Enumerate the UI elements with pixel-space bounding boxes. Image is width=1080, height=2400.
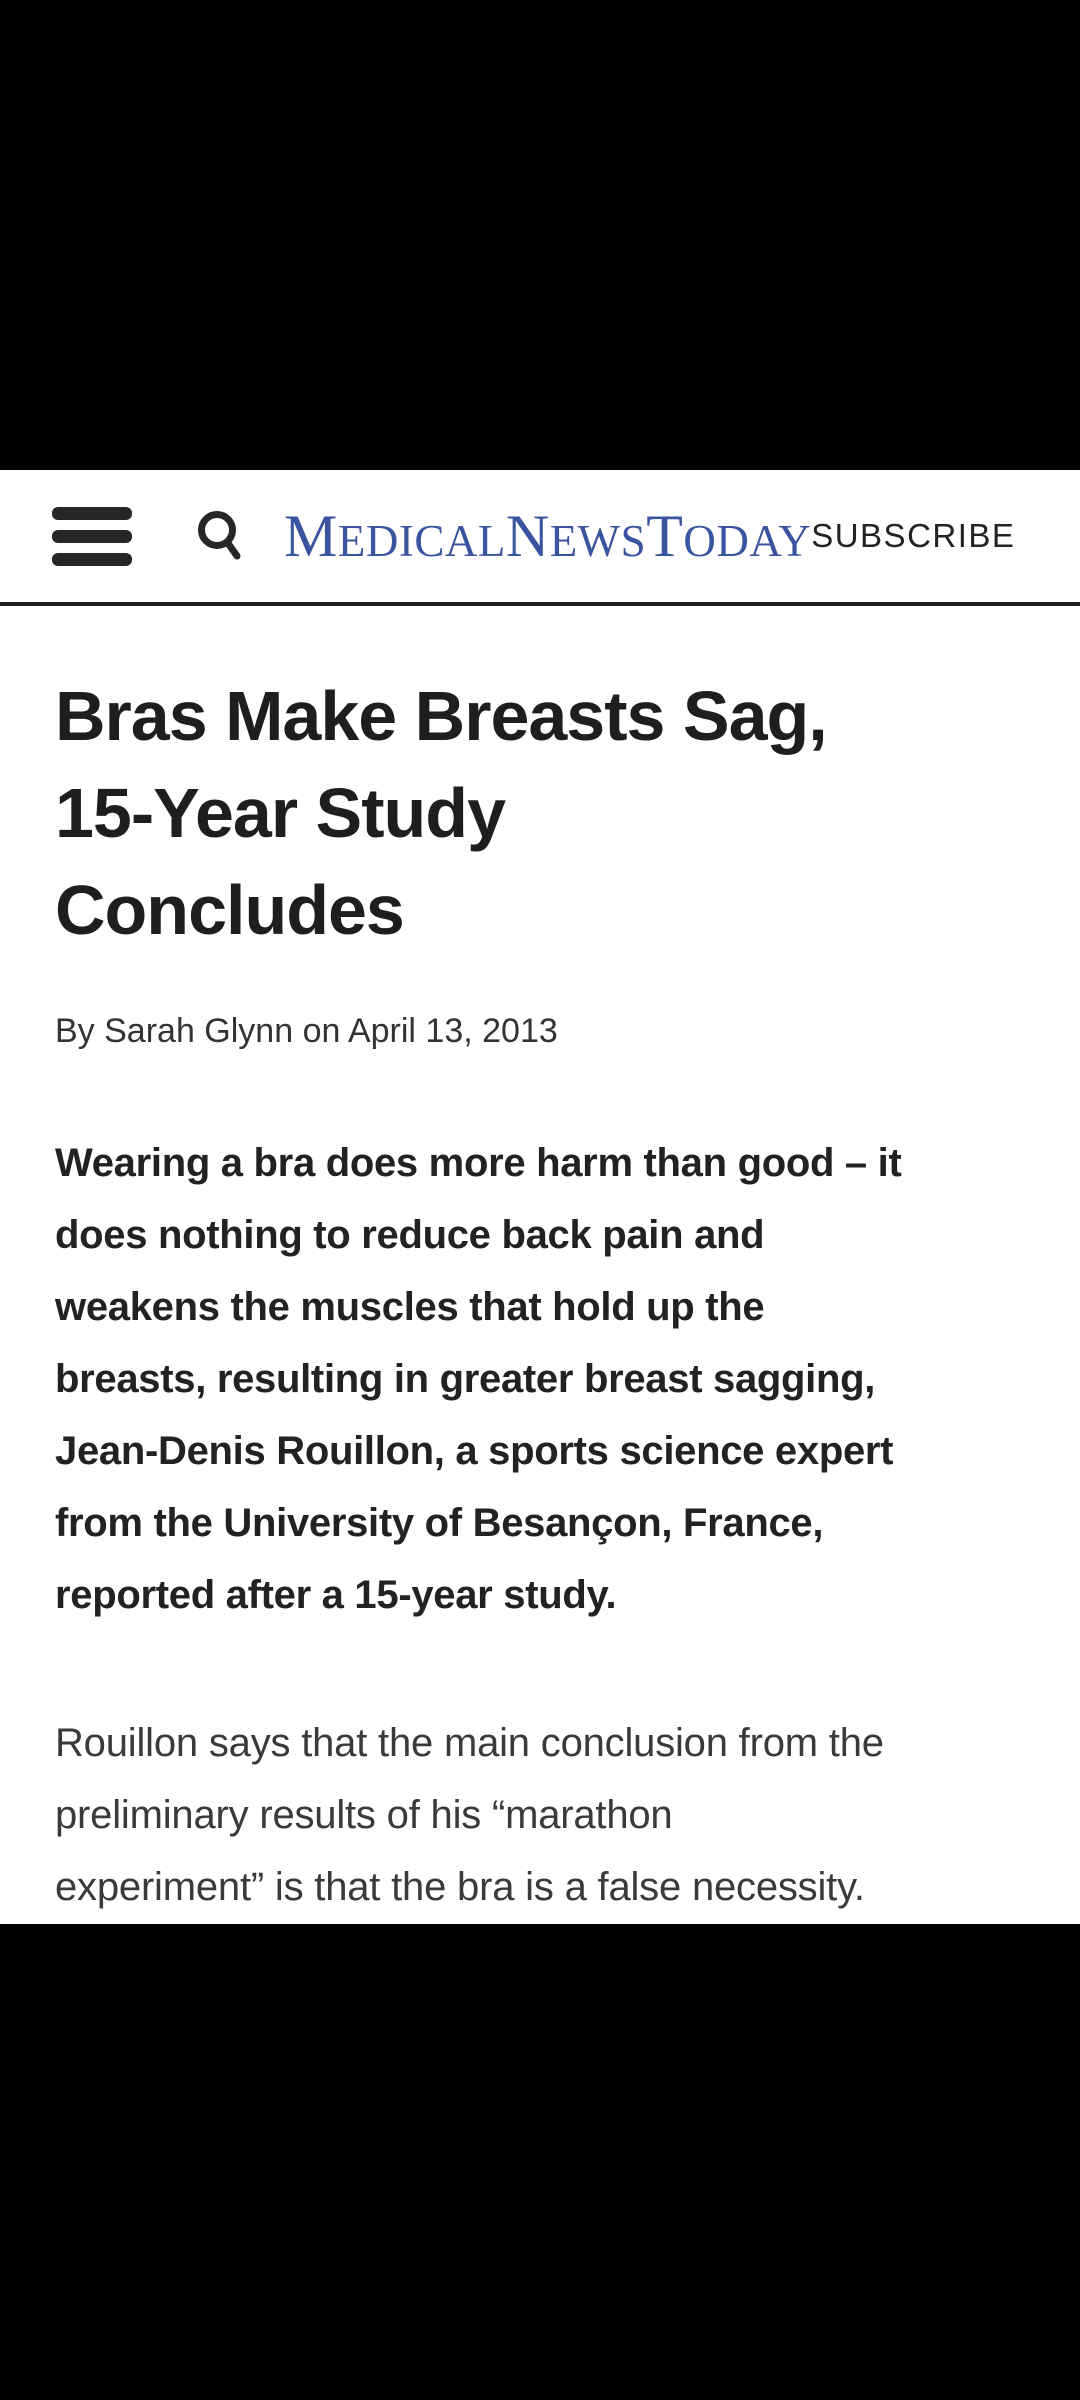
search-icon bbox=[194, 508, 246, 564]
body-paragraph bbox=[55, 1707, 1025, 1923]
body-line: experiment” is that the bra is a false necessity. bbox=[55, 1865, 865, 1909]
article-byline: By Sarah Glynn on April 13, 2013 bbox=[55, 1012, 558, 1050]
menu-icon bbox=[52, 507, 132, 520]
bottom-letterbox bbox=[0, 1924, 1080, 2400]
logo-part-medical: MEDICAL bbox=[284, 503, 506, 569]
article-content bbox=[0, 606, 1080, 1924]
title-line: Concludes bbox=[55, 871, 404, 949]
title-line: 15-Year Study bbox=[55, 774, 505, 852]
lead-paragraph bbox=[55, 1127, 1025, 1631]
logo-part-today: TODAY bbox=[646, 503, 812, 569]
lead-line: weakens the muscles that hold up the bbox=[55, 1285, 765, 1329]
body-line: Rouillon says that the main conclusion from the bbox=[55, 1721, 884, 1765]
search-button[interactable] bbox=[194, 508, 246, 564]
site-header bbox=[0, 470, 1080, 606]
lead-line: Wearing a bra does more harm than good – it bbox=[55, 1141, 902, 1185]
title-line: Bras Make Breasts Sag, bbox=[55, 677, 827, 755]
lead-line: Jean-Denis Rouillon, a sports science expert bbox=[55, 1429, 894, 1473]
lead-line: breasts, resulting in greater breast sagging, bbox=[55, 1357, 876, 1401]
lead-line: reported after a 15-year study. bbox=[55, 1573, 617, 1617]
logo-part-news: NEWS bbox=[505, 503, 647, 569]
lead-line: does nothing to reduce back pain and bbox=[55, 1213, 765, 1257]
menu-button[interactable] bbox=[52, 507, 132, 566]
article-title bbox=[55, 668, 1025, 959]
subscribe-button[interactable]: SUBSCRIBE bbox=[811, 517, 1016, 554]
top-letterbox bbox=[0, 0, 1080, 470]
body-line: preliminary results of his “marathon bbox=[55, 1793, 673, 1837]
site-logo[interactable] bbox=[284, 503, 812, 569]
lead-line: from the University of Besançon, France, bbox=[55, 1501, 824, 1545]
